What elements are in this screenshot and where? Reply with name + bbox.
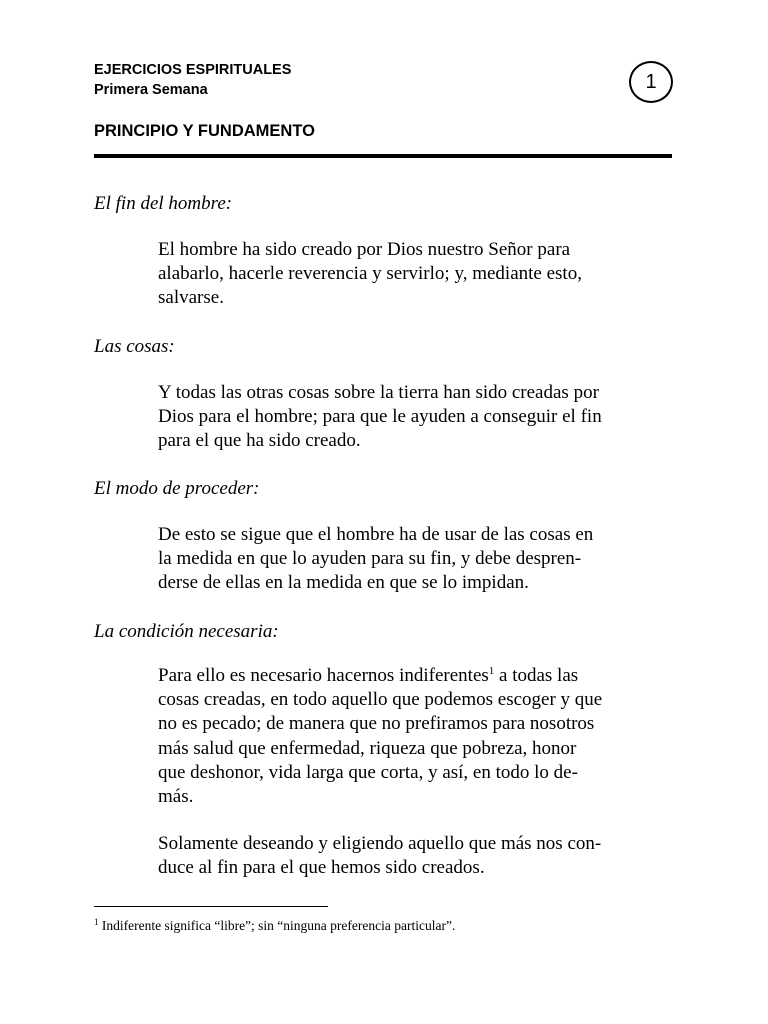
section-heading: El modo de proceder: [94, 478, 260, 499]
footnote-marker: 1 [94, 917, 99, 927]
title-rule [94, 154, 672, 158]
paragraph-text: a todas las cosas creadas, en todo aquello que podemos escoger y que no es pecado; de manera que no prefiramos para nosotros más salud que enfermedad, riqueza que pobreza, honor que deshonor, vida larga que corta, y así, en todo lo de- más. [158, 665, 603, 808]
footnote [94, 918, 455, 934]
section-paragraph: Y todas las otras cosas sobre la tierra han sido creadas por Dios para el hombre; para que le ayuden a conseguir el fin para el que ha sido creado. [158, 382, 602, 452]
section-heading: La condición necesaria: [94, 621, 279, 642]
page-number-badge: 1 [629, 61, 673, 103]
page-title: PRINCIPIO Y FUNDAMENTO [94, 122, 315, 140]
section-heading: El fin del hombre: [94, 193, 233, 214]
section-paragraph: De esto se sigue que el hombre ha de usar de las cosas en la medida en que lo ayuden para su fin, y debe despren- derse de ellas en la medida en que se lo impidan. [158, 524, 594, 594]
footnote-rule [94, 906, 328, 907]
footnote-text: Indiferente significa “libre”; sin “ninguna preferencia particular”. [98, 918, 456, 933]
paragraph-text: Para ello es necesario hacernos indiferentes [158, 665, 489, 686]
header-title: EJERCICIOS ESPIRITUALES [94, 62, 292, 78]
closing-paragraph: Solamente deseando y eligiendo aquello que más nos con- duce al fin para el que hemos sido creados. [158, 833, 602, 879]
footnote-reference: 1 [488, 665, 495, 677]
section-heading: Las cosas: [94, 336, 175, 357]
header-subtitle: Primera Semana [94, 82, 208, 98]
section-paragraph: El hombre ha sido creado por Dios nuestro Señor para alabarlo, hacerle reverencia y servirlo; y, mediante esto, salvarse. [158, 239, 582, 309]
section-paragraph [158, 664, 678, 809]
